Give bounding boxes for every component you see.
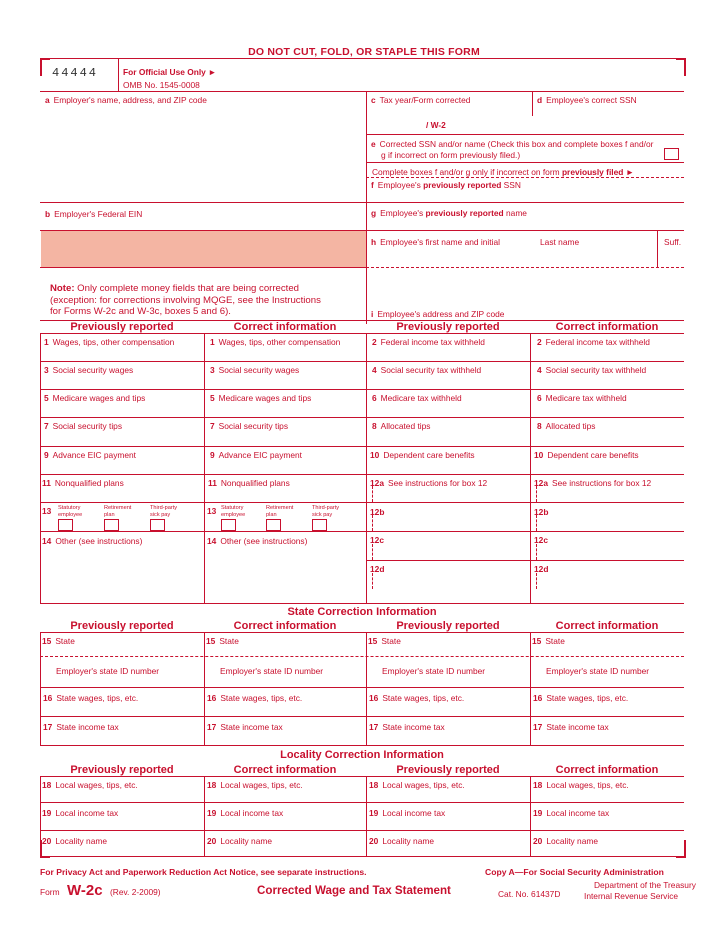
box13-prev-third-party-checkbox[interactable]: [150, 519, 165, 531]
copy-a-label: Copy A—For Social Security Administration: [485, 867, 664, 877]
col-header-corr-2: Correct information: [555, 321, 659, 333]
box12a-prev-label: 12a See instructions for box 12: [370, 478, 488, 488]
state-prev-2-label: 15 State: [368, 636, 401, 646]
box3-prev-label: 3 Social security wages: [44, 365, 134, 375]
box12b-prev-label: 12b: [370, 507, 385, 517]
box17-prev-1-label: 17 State income tax: [43, 722, 119, 732]
note-text: Note: Only complete money fields that are being corrected (exception: for corrections involving MQGE, see the Instructions for Forms W-2c and W-3c, boxes 5 and 6).: [50, 283, 321, 318]
box7-corr-label: 7 Social security tips: [210, 421, 289, 431]
box-c-label: c Tax year/Form corrected: [371, 95, 471, 105]
box10-corr-label: 10 Dependent care benefits: [534, 450, 639, 460]
box13-corr-retirement-checkbox[interactable]: [266, 519, 281, 531]
box16-corr-2-label: 16 State wages, tips, etc.: [533, 693, 629, 703]
box13-prev-third-party: Third-party sick pay: [150, 505, 178, 518]
box3-corr-label: 3 Social security wages: [210, 365, 300, 375]
box19-prev-1-label: 19 Local income tax: [42, 808, 119, 818]
box16-corr-1-label: 16 State wages, tips, etc.: [207, 693, 303, 703]
state-col-corr-1: Correct information: [233, 620, 337, 632]
box5-prev-label: 5 Medicare wages and tips: [44, 393, 146, 403]
state-corr-2-label: 15 State: [532, 636, 565, 646]
box18-corr-2-label: 18 Local wages, tips, etc.: [533, 780, 629, 790]
privacy-notice: For Privacy Act and Paperwork Reduction Act Notice, see separate instructions.: [40, 867, 367, 877]
box-e-label: e Corrected SSN and/or name (Check this box and complete boxes f and/or: [371, 139, 654, 149]
locality-col-prev-2: Previously reported: [396, 764, 500, 776]
box13-prev-retirement-checkbox[interactable]: [104, 519, 119, 531]
box13-prev-statutory: Statutory employee: [58, 505, 83, 518]
box13-corr-statutory-checkbox[interactable]: [221, 519, 236, 531]
box8-corr-label: 8 Allocated tips: [537, 421, 596, 431]
box11-corr-label: 11 Nonqualified plans: [208, 478, 290, 488]
box13-corr-third-party-checkbox[interactable]: [312, 519, 327, 531]
locality-section-title: Locality Correction Information: [280, 749, 444, 761]
box13-prev-statutory-checkbox[interactable]: [58, 519, 73, 531]
box19-corr-1-label: 19 Local income tax: [207, 808, 284, 818]
box6-corr-label: 6 Medicare tax withheld: [537, 393, 627, 403]
box-g-label: g Employee's previously reported name: [371, 208, 527, 218]
locality-col-prev-1: Previously reported: [70, 764, 174, 776]
locality-col-corr-2: Correct information: [555, 764, 659, 776]
box20-prev-1-label: 20 Locality name: [42, 836, 108, 846]
box12d-corr-label: 12d: [534, 564, 549, 574]
box20-corr-1-label: 20 Locality name: [207, 836, 273, 846]
form-id: Form W-2c (Rev. 2-2009): [40, 882, 161, 899]
corner-mark-top-right: [676, 58, 686, 76]
col-header-prev-1: Previously reported: [70, 321, 174, 333]
catalog-number: Cat. No. 61437D: [498, 889, 561, 899]
state-col-corr-2: Correct information: [555, 620, 659, 632]
tax-year-form-value[interactable]: / W-2: [426, 120, 446, 130]
box-h-last-name-label: Last name: [540, 237, 580, 247]
form-title: Corrected Wage and Tax Statement: [257, 884, 451, 897]
box16-prev-2-label: 16 State wages, tips, etc.: [369, 693, 465, 703]
box20-corr-2-label: 20 Locality name: [533, 836, 599, 846]
box4-prev-label: 4 Social security tax withheld: [372, 365, 482, 375]
box13-corr-number: 13: [207, 506, 217, 516]
complete-fg-instruction: Complete boxes f and/or g only if incorrect on form previously filed ►: [372, 167, 634, 177]
box2-corr-label: 2 Federal income tax withheld: [537, 337, 650, 347]
state-col-prev-2: Previously reported: [396, 620, 500, 632]
top-banner: DO NOT CUT, FOLD, OR STAPLE THIS FORM: [248, 46, 480, 58]
box18-prev-1-label: 18 Local wages, tips, etc.: [42, 780, 138, 790]
box-d-label: d Employee's correct SSN: [537, 95, 637, 105]
box2-prev-label: 2 Federal income tax withheld: [372, 337, 485, 347]
box13-prev-number: 13: [42, 506, 52, 516]
box16-prev-1-label: 16 State wages, tips, etc.: [43, 693, 139, 703]
col-header-corr-1: Correct information: [233, 321, 337, 333]
box5-corr-label: 5 Medicare wages and tips: [210, 393, 312, 403]
box12c-corr-label: 12c: [534, 535, 548, 545]
state-id-prev-1-label: Employer's state ID number: [56, 666, 160, 676]
employer-name-field[interactable]: [41, 106, 365, 202]
state-corr-1-label: 15 State: [206, 636, 239, 646]
box12b-corr-label: 12b: [534, 507, 549, 517]
box-h-label: h Employee's first name and initial: [371, 237, 500, 247]
box-f-label: f Employee's previously reported SSN: [371, 180, 521, 190]
shaded-area: [41, 231, 366, 267]
box1-prev-label: 1 Wages, tips, other compensation: [44, 337, 175, 347]
box4-corr-label: 4 Social security tax withheld: [537, 365, 647, 375]
state-id-corr-1-label: Employer's state ID number: [220, 666, 324, 676]
box19-corr-2-label: 19 Local income tax: [533, 808, 610, 818]
box12c-prev-label: 12c: [370, 535, 384, 545]
box17-prev-2-label: 17 State income tax: [369, 722, 445, 732]
box9-prev-label: 9 Advance EIC payment: [44, 450, 137, 460]
state-id-prev-2-label: Employer's state ID number: [382, 666, 486, 676]
state-id-corr-2-label: Employer's state ID number: [546, 666, 650, 676]
corner-mark-top-left: [40, 58, 50, 76]
box-e-label-line2: g if incorrect on form previously filed.): [381, 150, 521, 160]
omb-number: OMB No. 1545-0008: [123, 80, 200, 90]
official-use-label: For Official Use Only ►: [123, 67, 217, 77]
box-b-label: b Employer's Federal EIN: [45, 209, 143, 219]
box6-prev-label: 6 Medicare tax withheld: [372, 393, 462, 403]
state-section-title: State Correction Information: [287, 606, 437, 618]
box17-corr-2-label: 17 State income tax: [533, 722, 609, 732]
box13-corr-statutory: Statutory employee: [221, 505, 246, 518]
box7-prev-label: 7 Social security tips: [44, 421, 123, 431]
box9-corr-label: 9 Advance EIC payment: [210, 450, 303, 460]
corrected-ssn-checkbox[interactable]: [664, 148, 679, 160]
box13-prev-retirement: Retirement plan: [104, 505, 132, 518]
box-i-label: i Employee's address and ZIP code: [371, 309, 505, 319]
box18-prev-2-label: 18 Local wages, tips, etc.: [369, 780, 465, 790]
box13-corr-third-party: Third-party sick pay: [312, 505, 340, 518]
box8-prev-label: 8 Allocated tips: [372, 421, 431, 431]
box14-corr-label: 14 Other (see instructions): [207, 536, 308, 546]
box17-corr-1-label: 17 State income tax: [207, 722, 283, 732]
state-prev-1-label: 15 State: [42, 636, 75, 646]
box10-prev-label: 10 Dependent care benefits: [370, 450, 475, 460]
box19-prev-2-label: 19 Local income tax: [369, 808, 446, 818]
box20-prev-2-label: 20 Locality name: [369, 836, 435, 846]
box-h-suffix-label: Suff.: [664, 237, 682, 247]
state-col-prev-1: Previously reported: [70, 620, 174, 632]
box18-corr-1-label: 18 Local wages, tips, etc.: [207, 780, 303, 790]
department-line1: Department of the Treasury: [594, 880, 696, 890]
department-line2: Internal Revenue Service: [584, 891, 679, 901]
box13-corr-retirement: Retirement plan: [266, 505, 294, 518]
box14-prev-label: 14 Other (see instructions): [42, 536, 143, 546]
locality-col-corr-1: Correct information: [233, 764, 337, 776]
box1-corr-label: 1 Wages, tips, other compensation: [210, 337, 341, 347]
col-header-prev-2: Previously reported: [396, 321, 500, 333]
box12d-prev-label: 12d: [370, 564, 385, 574]
form-code: 44444: [52, 66, 99, 80]
box12a-corr-label: 12a See instructions for box 12: [534, 478, 652, 488]
box11-prev-label: 11 Nonqualified plans: [42, 478, 124, 488]
box-a-label: a Employer's name, address, and ZIP code: [45, 95, 207, 105]
